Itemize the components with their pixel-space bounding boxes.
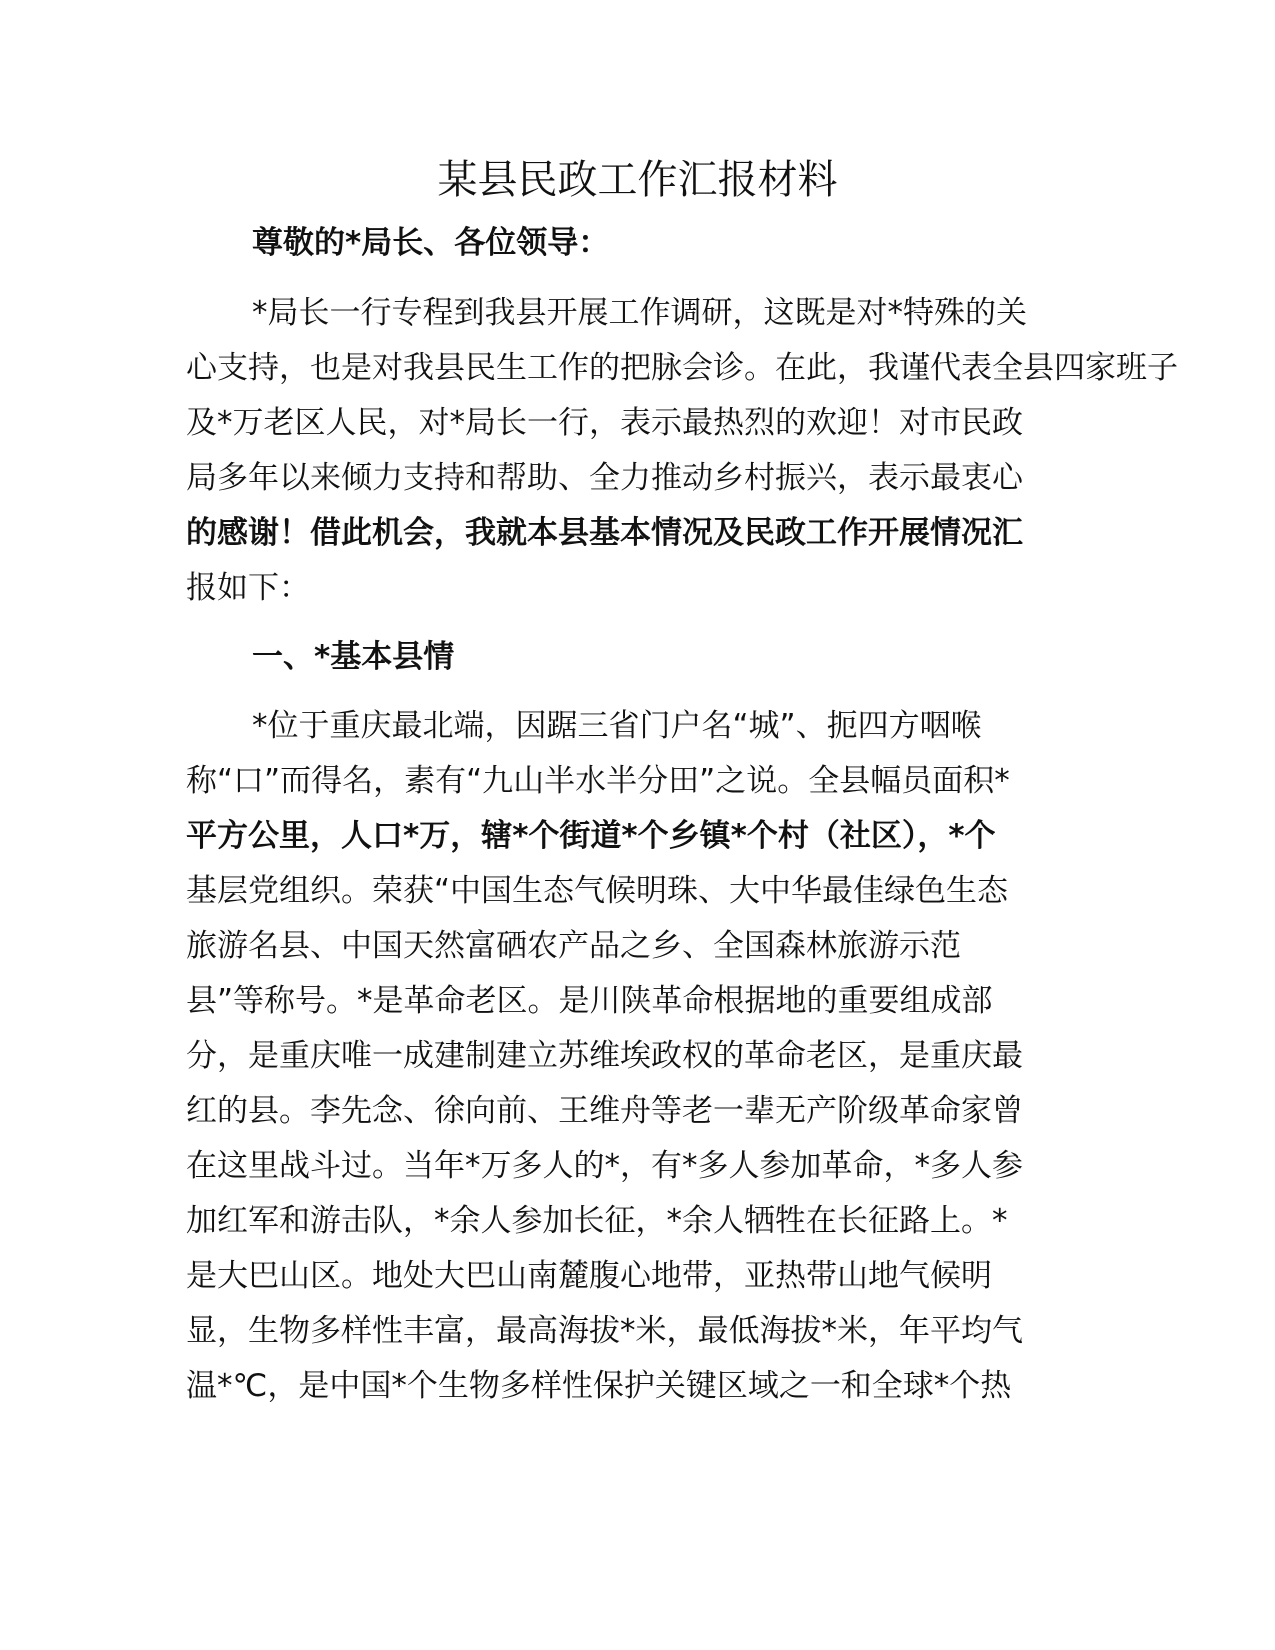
paragraph-line: *位于重庆最北端，因踞三省门户名“城”、扼四方咽喉	[252, 708, 982, 744]
paragraph-line: 报如下：	[186, 570, 310, 606]
paragraph-line: 温*℃，是中国*个生物多样性保护关键区域之一和全球*个热	[186, 1368, 1012, 1404]
paragraph-line: 是大巴山区。地处大巴山南麓腹心地带，亚热带山地气候明	[186, 1258, 992, 1294]
salutation-line: 尊敬的*局长、各位领导：	[252, 225, 610, 261]
paragraph-line: 旅游名县、中国天然富硒农产品之乡、全国森林旅游示范	[186, 928, 961, 964]
paragraph-line: 平方公里，人口*万，辖*个街道*个乡镇*个村（社区），*个	[186, 818, 996, 854]
section-heading: 一、*基本县情	[252, 639, 455, 675]
paragraph-line: 及*万老区人民，对*局长一行，表示最热烈的欢迎！对市民政	[186, 405, 1023, 441]
paragraph-line: 心支持，也是对我县民生工作的把脉会诊。在此，我谨代表全县四家班子	[186, 350, 1178, 386]
paragraph-line: 分，是重庆唯一成建制建立苏维埃政权的革命老区，是重庆最	[186, 1038, 1023, 1074]
document-title: 某县民政工作汇报材料	[437, 157, 838, 203]
paragraph-line: 局多年以来倾力支持和帮助、全力推动乡村振兴，表示最衷心	[186, 460, 1023, 496]
paragraph-line: 显，生物多样性丰富，最高海拔*米，最低海拔*米，年平均气	[186, 1313, 1023, 1349]
paragraph-line: 加红军和游击队，*余人参加长征，*余人牺牲在长征路上。*	[186, 1203, 1008, 1239]
paragraph-line: 称“口”而得名，素有“九山半水半分田”之说。全县幅员面积*	[186, 763, 1010, 799]
paragraph-line: 的感谢！借此机会，我就本县基本情况及民政工作开展情况汇	[186, 515, 1023, 551]
paragraph-line: 在这里战斗过。当年*万多人的*，有*多人参加革命，*多人参	[186, 1148, 1023, 1184]
paragraph-line: 红的县。李先念、徐向前、王维舟等老一辈无产阶级革命家曾	[186, 1093, 1023, 1129]
paragraph-line: *局长一行专程到我县开展工作调研，这既是对*特殊的关	[252, 295, 1027, 331]
paragraph-line: 县”等称号。*是革命老区。是川陕革命根据地的重要组成部	[186, 983, 993, 1019]
paragraph-line: 基层党组织。荣获“中国生态气候明珠、大中华最佳绿色生态	[186, 873, 1009, 909]
